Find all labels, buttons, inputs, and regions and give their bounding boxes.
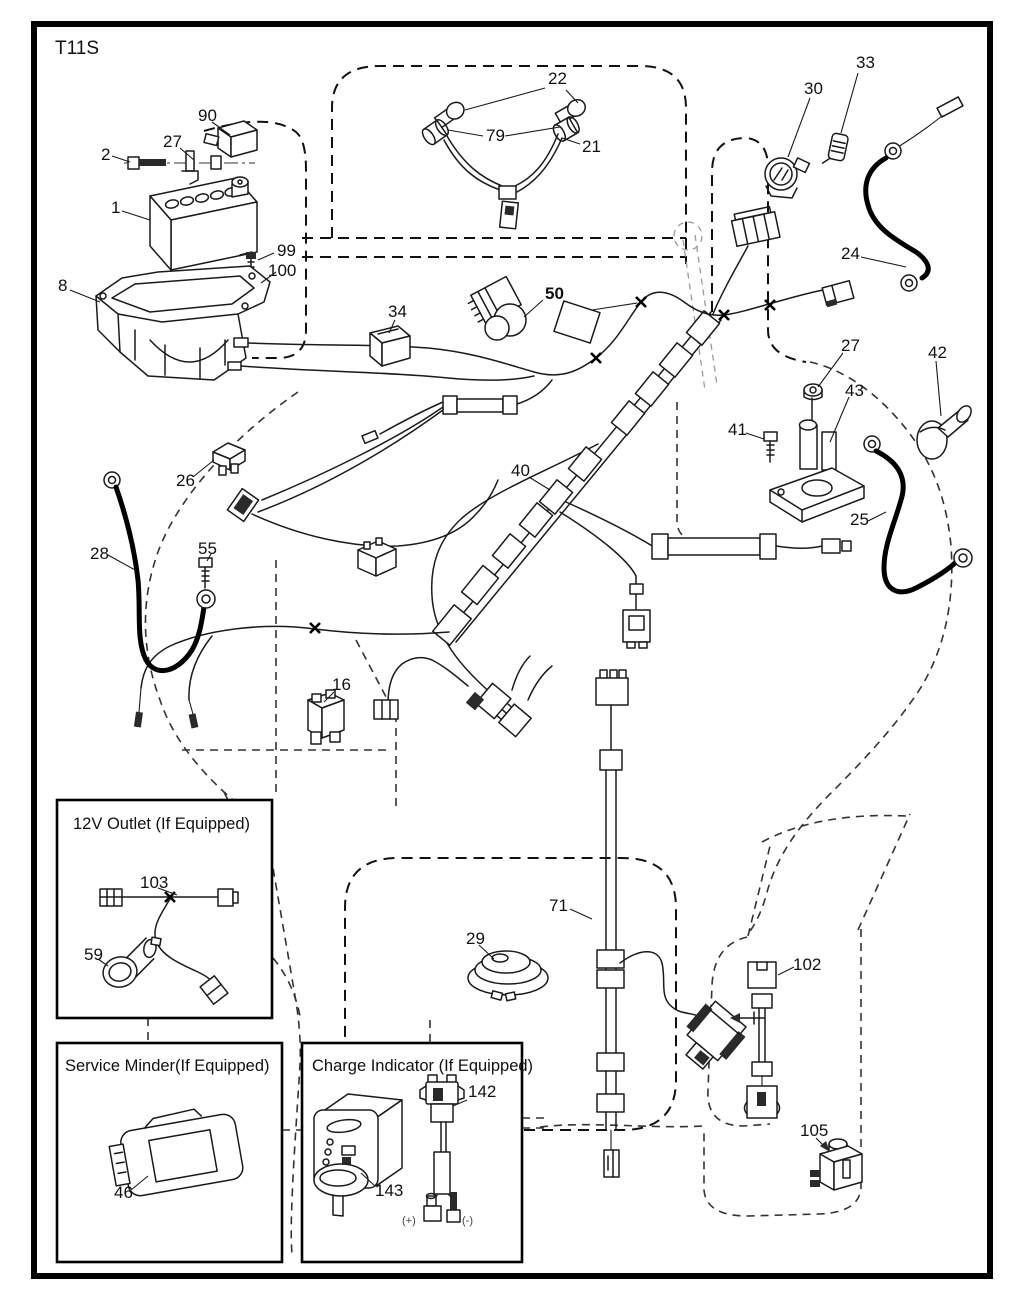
ground-screw-55 [199,558,212,588]
inset-service-minder [57,1043,282,1262]
part-label-40: 40 [511,461,530,480]
part-label-28: 28 [90,544,109,563]
plug-pair [466,656,552,741]
pin-terminal [134,712,143,728]
spade-terminal [362,431,378,444]
switch-16 [308,690,344,744]
part-label-99: 99 [277,241,296,260]
headlight-connector [499,186,516,199]
part-label-50: 50 [545,284,564,303]
part-label-142: 142 [468,1082,497,1101]
part-label-27b: 27 [841,336,860,355]
headlight-harness [420,97,588,229]
connector-71-branch [672,997,750,1076]
inset-charge-indicator-title: Charge Indicator (If Equipped) [312,1057,534,1075]
part-label-105: 105 [800,1121,829,1140]
part-label-24: 24 [841,244,860,263]
ground-cable-25 [864,436,972,592]
pin-terminal [189,713,199,728]
part-label-34: 34 [388,302,407,321]
part-label-71: 71 [549,896,568,915]
connector-small-left [374,658,468,719]
relay-50 [466,276,526,340]
seat-harness-71 [596,670,751,1177]
part-label-25: 25 [850,510,869,529]
part-label-59: 59 [84,945,103,964]
battery-hold-down [182,151,221,184]
ground-cable-28 [104,472,215,671]
battery-cable-red [866,97,963,291]
part-label-102: 102 [793,955,822,974]
seat-switch-cap-29 [468,951,548,1001]
inset-service-minder-title: Service Minder(If Equipped) [65,1057,270,1075]
part-label-29: 29 [466,929,485,948]
inset-12v-outlet [57,800,272,1018]
fuse-26 [213,443,245,475]
ignition-switch [765,158,809,198]
spade-terminal [234,338,248,347]
part-label-55: 55 [198,539,217,558]
part-label-2: 2 [101,145,111,164]
part-label-103: 103 [140,873,169,892]
part-label-8: 8 [58,276,68,295]
battery [150,177,257,270]
part-label-46: 46 [114,1183,133,1202]
part-label-43: 43 [845,381,864,400]
battery-bolt [128,157,166,169]
solenoid-group [764,384,974,592]
connector-mid [358,538,396,576]
ignition-key [823,132,849,167]
inset-charge-indicator [302,1043,533,1262]
spade-terminal [228,362,241,370]
small-connector-right [822,281,854,308]
wire-sleeve [443,396,457,414]
nut-27 [804,384,822,400]
positive-label: (+) [402,1215,416,1227]
connector-71-top [596,670,628,705]
part-label-90: 90 [198,106,217,125]
solenoid-43 [770,398,864,522]
part-label-21: 21 [582,137,601,156]
part-label-22: 22 [548,69,567,88]
dark-connector [227,489,258,522]
harness-connector-top [730,206,780,246]
negative-terminal [450,1192,457,1210]
switch-105 [810,1139,862,1190]
part-label-16: 16 [332,675,351,694]
headlight-plug [500,201,519,229]
part-label-41: 41 [728,420,747,439]
battery-tray [96,266,270,380]
fuse-holder-box [204,121,257,157]
part-label-100: 100 [268,261,297,280]
main-harness [432,206,851,694]
loose-wires [134,281,854,729]
bolt-41 [764,432,777,462]
part-label-26: 26 [176,471,195,490]
part-label-42: 42 [928,343,947,362]
diagram-title: T11S [55,38,100,59]
inset-12v-outlet-title: 12V Outlet (If Equipped) [73,815,251,833]
negative-label: (-) [462,1215,473,1227]
part-label-33: 33 [856,53,875,72]
diode-module [554,301,600,343]
terminal-boot-42 [917,403,974,459]
part-label-30: 30 [804,79,823,98]
part-label-1: 1 [111,198,121,217]
part-label-27: 27 [163,132,182,151]
part-label-79: 79 [486,126,505,145]
part-label-143: 143 [375,1181,404,1200]
